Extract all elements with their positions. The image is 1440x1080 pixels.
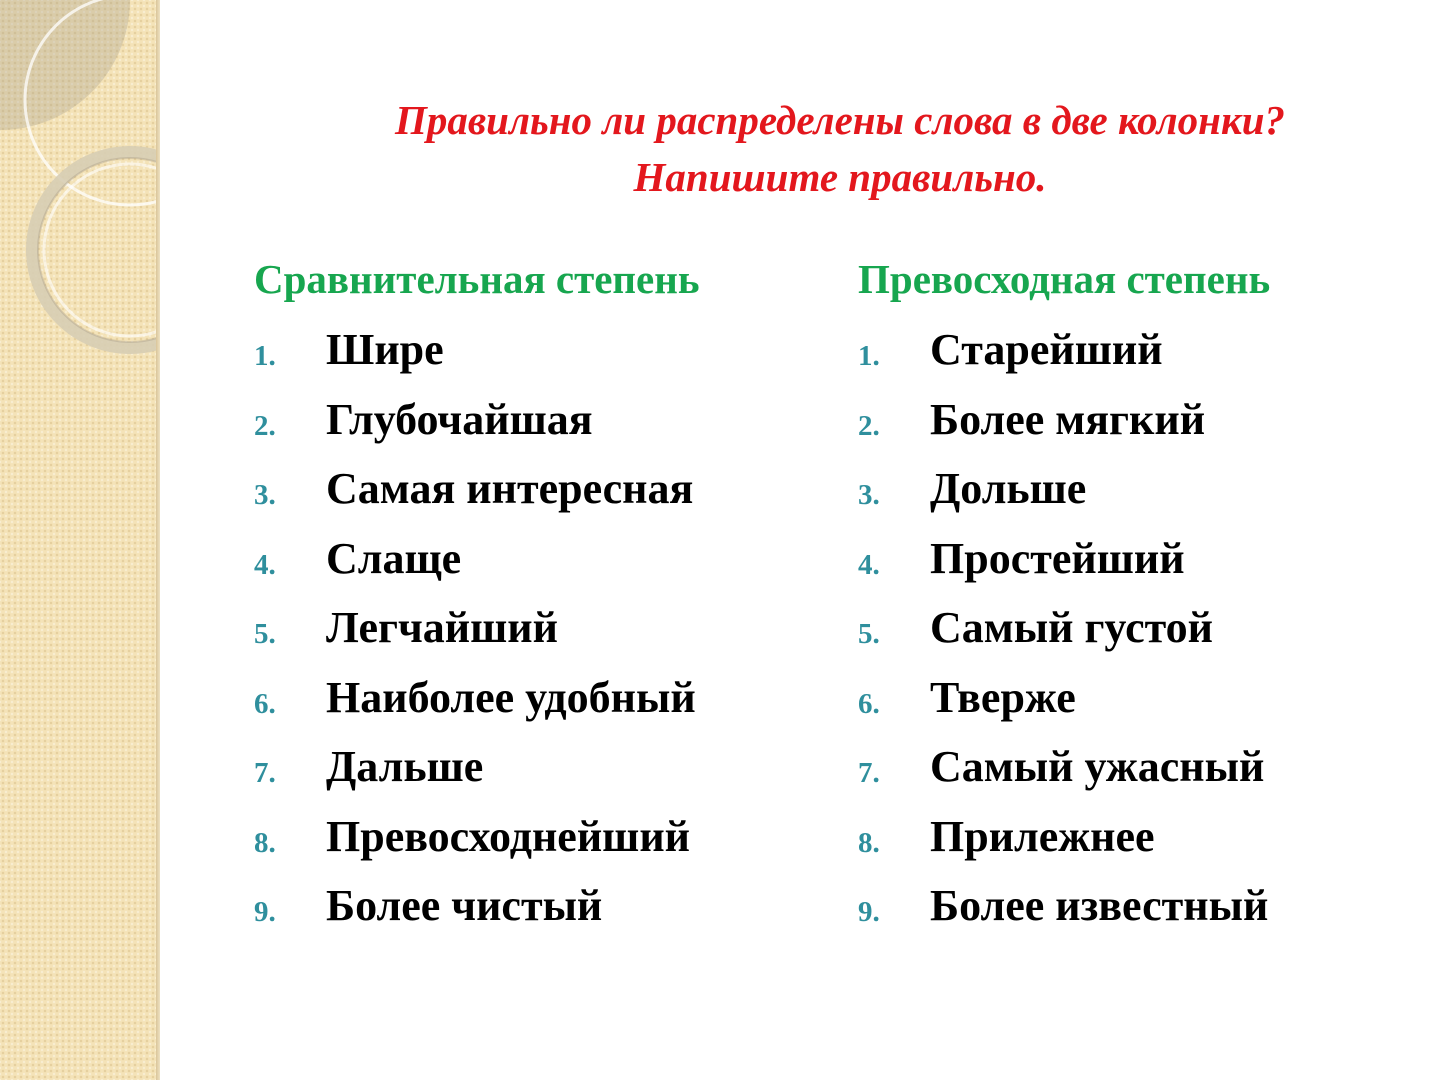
list-word: Наиболее удобный xyxy=(326,672,696,722)
list-number: 6. xyxy=(254,687,276,720)
list-number: 2. xyxy=(254,409,276,442)
list-item xyxy=(254,737,700,807)
list-number: 3. xyxy=(858,479,880,511)
list-item xyxy=(858,876,1270,946)
list-word: Самый густой xyxy=(930,603,1213,652)
list-number: 9. xyxy=(858,896,880,928)
list-number: 8. xyxy=(254,826,276,859)
list-number: 5. xyxy=(254,618,276,650)
list-word: Более чистый xyxy=(326,881,603,930)
list-item xyxy=(254,807,700,877)
list-word: Старейший xyxy=(930,325,1163,374)
right-column xyxy=(858,250,1270,946)
list-word: Более известный xyxy=(930,881,1269,930)
list-word: Превосходнейший xyxy=(326,811,691,861)
list-word: Самая интересная xyxy=(326,464,694,513)
right-column-header: Превосходная степень xyxy=(858,256,1271,302)
left-column-header: Сравнительная степень xyxy=(254,256,700,302)
list-number: 7. xyxy=(254,757,276,789)
list-word: Глубочайшая xyxy=(326,394,593,444)
list-item xyxy=(254,459,700,529)
list-number: 9. xyxy=(254,896,276,928)
list-word: Более мягкий xyxy=(930,394,1206,444)
list-number: 8. xyxy=(858,826,880,859)
list-item xyxy=(254,876,700,946)
list-number: 1. xyxy=(254,340,276,372)
list-item xyxy=(254,320,700,390)
list-number: 5. xyxy=(858,618,880,650)
list-word: Дальше xyxy=(326,742,484,791)
side-panel-border xyxy=(156,0,160,1080)
list-item xyxy=(254,668,700,738)
list-number: 4. xyxy=(858,548,880,581)
decorative-circles-icon xyxy=(0,0,158,1080)
list-number: 6. xyxy=(858,687,880,720)
list-word: Простейший xyxy=(930,533,1185,583)
list-number: 7. xyxy=(858,757,880,789)
title-line-1: Правильно ли распределены слова в две колонки? xyxy=(394,97,1286,143)
list-item xyxy=(858,737,1270,807)
list-item xyxy=(254,529,700,599)
list-number: 4. xyxy=(254,548,276,581)
list-number: 1. xyxy=(858,340,880,372)
list-item xyxy=(858,668,1270,738)
list-item xyxy=(858,320,1270,390)
list-word: Тверже xyxy=(930,672,1076,722)
slide-title xyxy=(260,92,1420,206)
list-item xyxy=(858,390,1270,460)
list-number: 3. xyxy=(254,479,276,511)
list-word: Шире xyxy=(326,325,444,374)
decorative-side-panel xyxy=(0,0,158,1080)
left-column xyxy=(254,250,700,946)
list-item xyxy=(858,807,1270,877)
list-word: Слаще xyxy=(326,533,462,583)
list-item xyxy=(858,529,1270,599)
list-word: Прилежнее xyxy=(930,811,1155,861)
list-word: Самый ужасный xyxy=(930,742,1265,791)
list-item xyxy=(858,459,1270,529)
list-item xyxy=(254,390,700,460)
list-word: Дольше xyxy=(930,464,1087,513)
title-line-2: Напишите правильно. xyxy=(633,154,1047,200)
list-number: 2. xyxy=(858,409,880,442)
list-item xyxy=(858,598,1270,668)
list-item xyxy=(254,598,700,668)
list-word: Легчайший xyxy=(326,603,559,652)
